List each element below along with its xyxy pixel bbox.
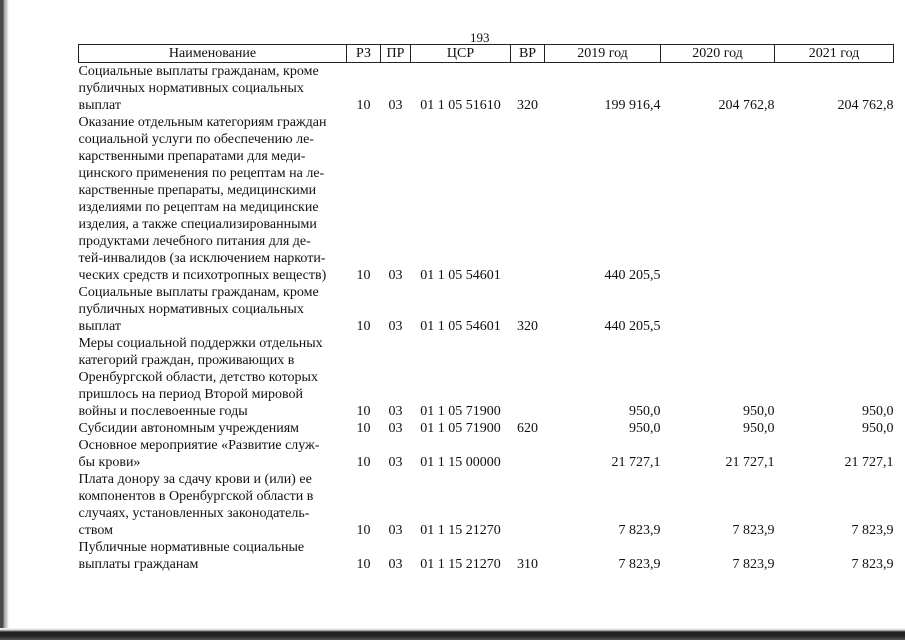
row-value-2020: 950,0	[743, 404, 775, 419]
page-number: 193	[470, 30, 490, 45]
row-vr: 320	[517, 98, 538, 113]
row-csr: 01 1 05 71900	[420, 421, 501, 436]
row-vr	[511, 114, 545, 284]
row-vr: 620	[517, 421, 538, 436]
row-pr: 03	[388, 523, 403, 538]
column-header-2021: 2021 год	[775, 45, 894, 63]
row-csr: 01 1 05 51610	[420, 98, 501, 113]
row-pr: 03	[388, 98, 403, 113]
row-csr: 01 1 15 00000	[420, 455, 501, 470]
row-value-2021: 7 823,9	[851, 523, 894, 538]
row-value-2021: 950,0	[862, 421, 894, 436]
column-header-name: Наименование	[79, 45, 347, 63]
row-vr	[511, 335, 545, 420]
table-row	[79, 471, 894, 539]
row-csr: 01 1 15 21270	[420, 557, 501, 572]
scan-edge-left	[0, 0, 10, 640]
row-rz: 10	[356, 268, 371, 283]
column-header-pr: ПР	[381, 45, 411, 63]
row-rz: 10	[356, 455, 371, 470]
column-header-rz: РЗ	[347, 45, 381, 63]
table-row	[79, 539, 894, 573]
row-value-2020: 204 762,8	[718, 98, 775, 113]
row-rz: 10	[356, 557, 371, 572]
row-value-2019: 7 823,9	[618, 523, 661, 538]
column-header-csr: ЦСР	[411, 45, 511, 63]
row-vr	[511, 437, 545, 471]
row-value-2019: 950,0	[629, 421, 661, 436]
row-value-2020	[661, 114, 775, 284]
row-name: Социальные выплаты гражданам, кроме публичных нормативных социальных выплат	[78, 64, 319, 113]
row-vr	[511, 471, 545, 539]
table-row	[79, 437, 894, 471]
row-csr: 01 1 05 54601	[420, 268, 501, 283]
budget-table	[78, 44, 894, 573]
row-value-2021: 7 823,9	[851, 557, 894, 572]
scan-edge-bottom	[0, 628, 905, 640]
row-name: Публичные нормативные социальные выплаты гражданам	[78, 540, 305, 572]
row-csr: 01 1 05 54601	[420, 319, 501, 334]
row-value-2021: 950,0	[862, 404, 894, 419]
row-name: Плата донору за сдачу крови и (или) ее компонентов в Оренбургской области в случаях, установленных законодатель- ством	[78, 472, 314, 538]
row-value-2020: 7 823,9	[732, 523, 775, 538]
row-value-2021: 21 727,1	[844, 455, 894, 470]
row-value-2021: 204 762,8	[837, 98, 894, 113]
row-name: Оказание отдельным категориям граждан социальной услуги по обеспечению ле- карственными препаратами для меди- цинского применения по рецептам на ле- карственные препараты, медицинскими изделиями по рецептам на медицинские изделия, а также специализированными продуктами лечебного питания для де- тей-инвалидов (за исключением наркоти- ческих средств и психотропных веществ)	[78, 115, 327, 283]
column-header-vr: ВР	[511, 45, 545, 63]
row-value-2021	[775, 114, 894, 284]
row-rz: 10	[356, 523, 371, 538]
column-header-2020: 2020 год	[661, 45, 775, 63]
row-rz: 10	[356, 98, 371, 113]
row-value-2021	[775, 284, 894, 335]
row-name: Субсидии автономным учреждениям	[78, 421, 300, 436]
row-csr: 01 1 05 71900	[420, 404, 501, 419]
row-value-2020: 950,0	[743, 421, 775, 436]
table-row	[79, 63, 894, 115]
column-header-2019: 2019 год	[545, 45, 661, 63]
row-vr: 320	[517, 319, 538, 334]
table-row	[79, 335, 894, 420]
row-value-2020: 7 823,9	[732, 557, 775, 572]
row-name: Социальные выплаты гражданам, кроме публичных нормативных социальных выплат	[78, 285, 319, 334]
row-value-2020	[661, 284, 775, 335]
table-row	[79, 420, 894, 437]
row-pr: 03	[388, 404, 403, 419]
row-value-2019: 950,0	[629, 404, 661, 419]
row-value-2019: 7 823,9	[618, 557, 661, 572]
row-rz: 10	[356, 319, 371, 334]
row-pr: 03	[388, 421, 403, 436]
row-value-2019: 440 205,5	[604, 319, 661, 334]
row-value-2019: 199 916,4	[604, 98, 661, 113]
row-vr: 310	[517, 557, 538, 572]
table-row	[79, 284, 894, 335]
row-pr: 03	[388, 319, 403, 334]
table-header-row	[79, 45, 894, 63]
row-value-2020: 21 727,1	[725, 455, 775, 470]
row-value-2019: 440 205,5	[604, 268, 661, 283]
row-value-2019: 21 727,1	[611, 455, 661, 470]
row-csr: 01 1 15 21270	[420, 523, 501, 538]
table-row	[79, 114, 894, 284]
row-name: Основное мероприятие «Развитие служ- бы крови»	[78, 438, 320, 470]
row-pr: 03	[388, 268, 403, 283]
row-rz: 10	[356, 421, 371, 436]
row-rz: 10	[356, 404, 371, 419]
row-name: Меры социальной поддержки отдельных категорий граждан, проживающих в Оренбургской области, детство которых пришлось на период Второй мировой войны и послевоенные годы	[78, 336, 323, 419]
row-pr: 03	[388, 455, 403, 470]
row-pr: 03	[388, 557, 403, 572]
